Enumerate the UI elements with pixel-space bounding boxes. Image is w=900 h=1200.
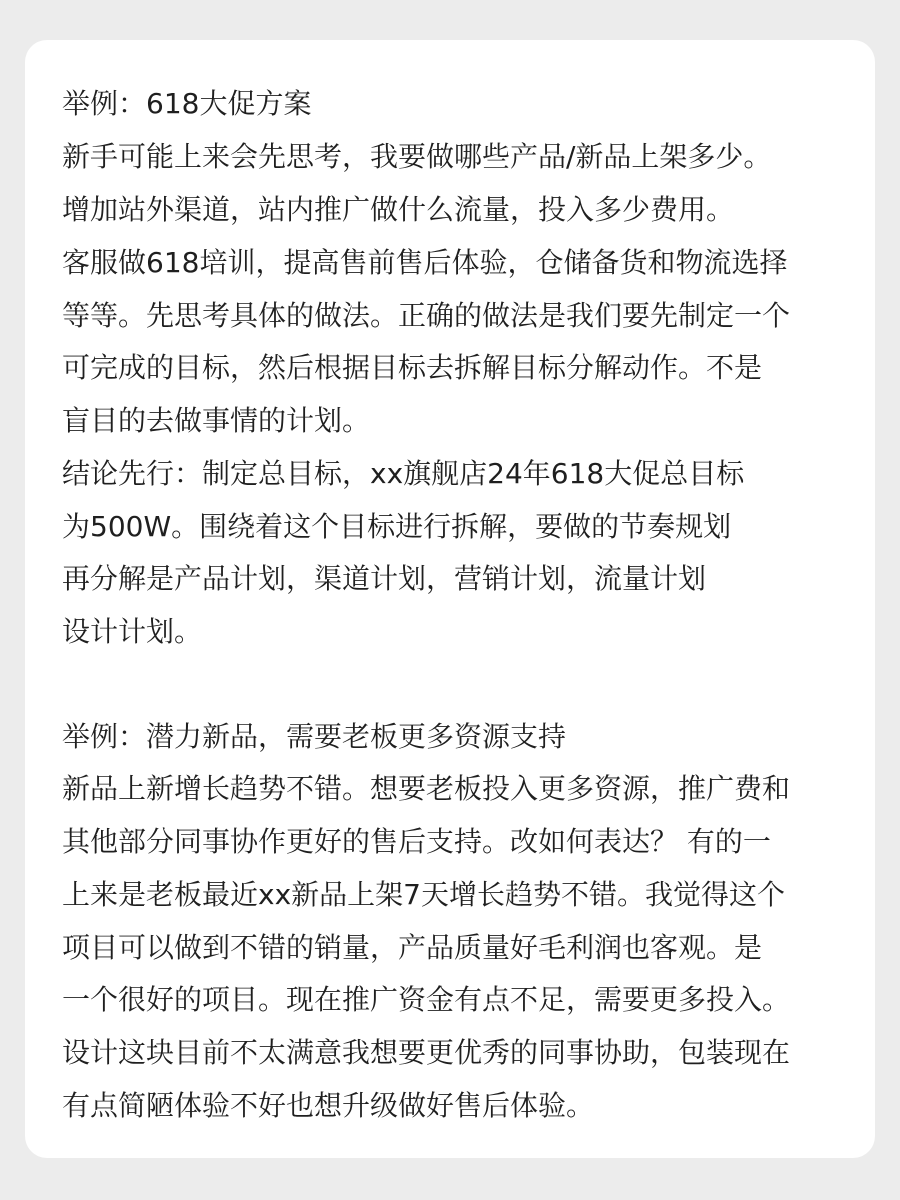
section1-line: 再分解是产品计划，渠道计划，营销计划，流量计划 — [62, 562, 707, 595]
section2-line: 上来是老板最近xx新品上架7天增长趋势不错。我觉得这个 — [62, 878, 785, 911]
section2-heading: 举例：潜力新品，需要老板更多资源支持 — [62, 720, 567, 753]
section1-line: 可完成的目标，然后根据目标去拆解目标分解动作。不是 — [62, 351, 763, 384]
section2-line: 设计这块目前不太满意我想要更优秀的同事协助，包装现在 — [62, 1036, 791, 1069]
section1-line: 等等。先思考具体的做法。正确的做法是我们要先制定一个 — [62, 299, 791, 332]
section2-line: 新品上新增长趋势不错。想要老板投入更多资源，推广费和 — [62, 772, 791, 805]
section2-line: 其他部分同事协作更好的售后支持。改如何表达？ 有的一 — [62, 825, 771, 858]
section1-line: 结论先行：制定总目标，xx旗舰店24年618大促总目标 — [62, 457, 745, 490]
section2-line: 有点简陋体验不好也想升级做好售后体验。 — [62, 1089, 595, 1122]
section1-line: 客服做618培训，提高售前售后体验，仓储备货和物流选择 — [62, 246, 788, 279]
section1-line: 为500W。围绕着这个目标进行拆解，要做的节奏规划 — [62, 510, 732, 543]
section1-line: 盲目的去做事情的计划。 — [62, 404, 371, 437]
section2-line: 项目可以做到不错的销量，产品质量好毛利润也客观。是 — [62, 931, 763, 964]
section2-line: 一个很好的项目。现在推广资金有点不足，需要更多投入。 — [62, 983, 791, 1016]
section1-line: 设计计划。 — [62, 615, 203, 648]
section1-line: 新手可能上来会先思考，我要做哪些产品/新品上架多少。 — [62, 140, 772, 173]
section1-heading: 举例：618大促方案 — [62, 87, 312, 120]
section1-line: 增加站外渠道，站内推广做什么流量，投入多少费用。 — [62, 193, 735, 226]
